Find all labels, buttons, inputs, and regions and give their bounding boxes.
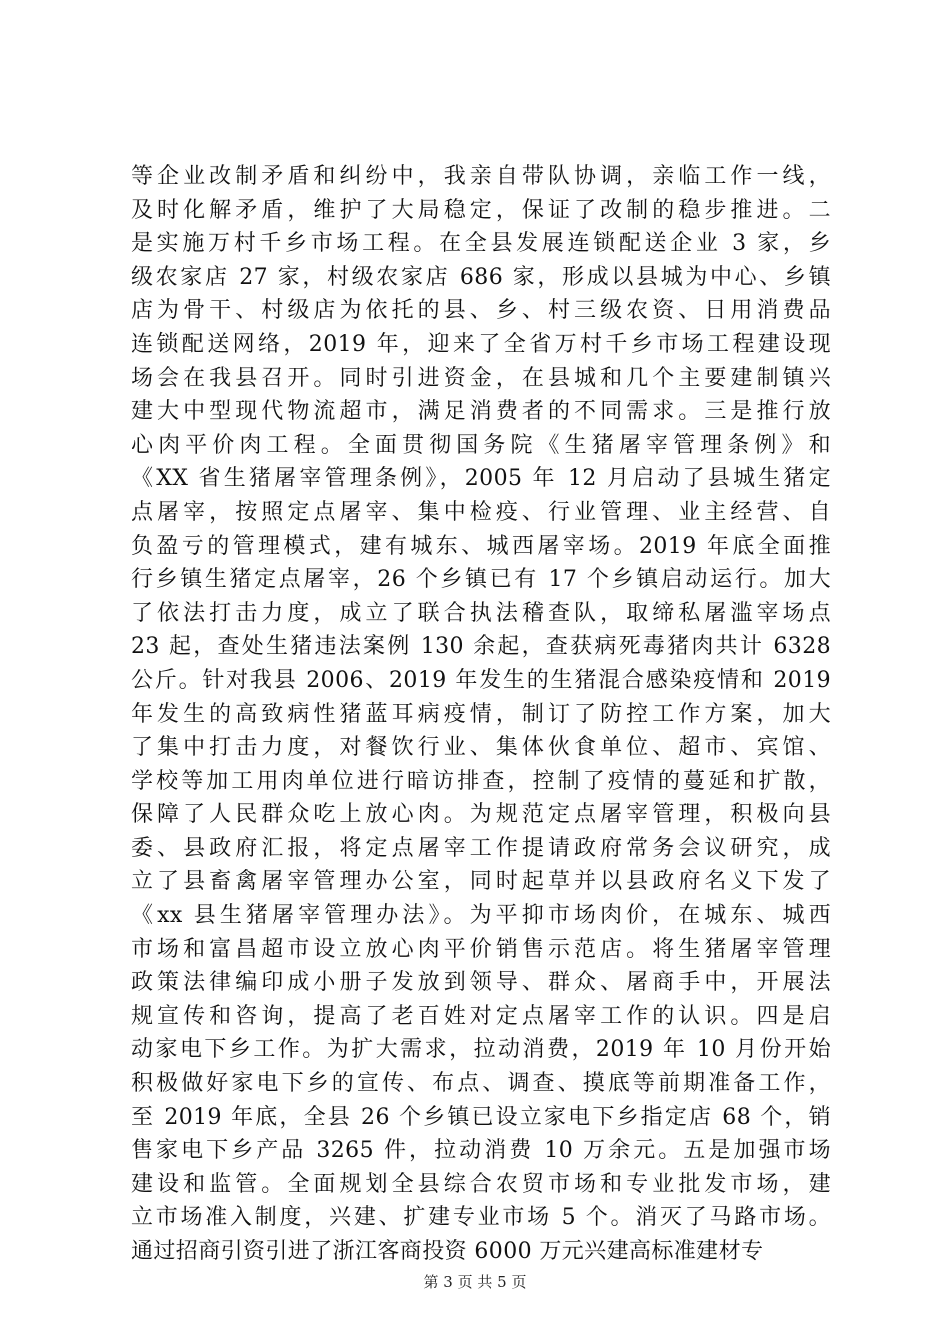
text-line: 通过招商引资引进了浙江客商投资 6000 万元兴建高标准建材专 [131, 1239, 764, 1264]
page-footer [0, 1272, 950, 1292]
body-text [131, 160, 831, 1269]
text-line: 负盈亏的管理模式，建有城东、城西屠宰场。2019 年底全面推 [131, 533, 831, 559]
text-line: 学校等加工用肉单位进行暗访排查，控制了疫情的蔓延和扩散， [131, 768, 831, 794]
text-line: 立市场准入制度，兴建、扩建专业市场 5 个。消灭了马路市场。 [131, 1205, 831, 1231]
text-line: 是实施万村千乡市场工程。在全县发展连锁配送企业 3 家，乡 [131, 231, 831, 257]
text-line: 及时化解矛盾，维护了大局稳定，保证了改制的稳步推进。二 [131, 197, 831, 223]
text-line: 23 起，查处生猪违法案例 130 余起，查获病死毒猪肉共计 6328 [131, 634, 831, 660]
text-line: 规宣传和咨询，提高了老百姓对定点屠宰工作的认识。四是启 [131, 1003, 831, 1029]
text-line: 积极做好家电下乡的宣传、布点、调查、摸底等前期准备工作， [131, 1071, 831, 1097]
text-line: 售家电下乡产品 3265 件，拉动消费 10 万余元。五是加强市场 [131, 1138, 831, 1164]
text-line: 立了县畜禽屠宰管理办公室，同时起草并以县政府名义下发了 [131, 869, 831, 895]
text-line: 公斤。针对我县 2006、2019 年发生的生猪混合感染疫情和 2019 [131, 667, 831, 693]
text-line: 行乡镇生猪定点屠宰，26 个乡镇已有 17 个乡镇启动运行。加大 [131, 567, 831, 593]
text-line: 政策法律编印成小册子发放到领导、群众、屠商手中，开展法 [131, 970, 831, 996]
page-number-indicator: 第 3 页 共 5 页 [423, 1273, 527, 1291]
text-line: 保障了人民群众吃上放心肉。为规范定点屠宰管理，积极向县 [131, 802, 831, 828]
text-line: 《xx 县生猪屠宰管理办法》。为平抑市场肉价，在城东、城西 [131, 903, 831, 929]
text-line: 等企业改制矛盾和纠纷中，我亲自带队协调，亲临工作一线， [131, 164, 831, 189]
text-line: 委、县政府汇报，将定点屠宰工作提请政府常务会议研究，成 [131, 835, 831, 861]
text-line: 年发生的高致病性猪蓝耳病疫情，制订了防控工作方案，加大 [131, 701, 831, 727]
text-line: 场会在我县召开。同时引进资金，在县城和几个主要建制镇兴 [131, 365, 831, 391]
text-line: 连锁配送网络，2019 年，迎来了全省万村千乡市场工程建设现 [131, 331, 831, 357]
text-line: 了集中打击力度，对餐饮行业、集体伙食单位、超市、宾馆、 [131, 735, 831, 761]
text-line: 了依法打击力度，成立了联合执法稽查队，取缔私屠滥宰场点 [131, 600, 831, 626]
text-line: 级农家店 27 家，村级农家店 686 家，形成以县城为中心、乡镇 [131, 264, 831, 290]
text-line: 店为骨干、村级店为依托的县、乡、村三级农资、日用消费品 [131, 298, 831, 324]
text-line: 建设和监管。全面规划全县综合农贸市场和专业批发市场，建 [131, 1171, 831, 1197]
text-line: 市场和富昌超市设立放心肉平价销售示范店。将生猪屠宰管理 [131, 936, 831, 962]
text-line: 建大中型现代物流超市，满足消费者的不同需求。三是推行放 [131, 399, 831, 425]
text-line: 动家电下乡工作。为扩大需求，拉动消费，2019 年 10 月份开始 [131, 1037, 831, 1063]
text-line: 至 2019 年底，全县 26 个乡镇已设立家电下乡指定店 68 个，销 [131, 1104, 831, 1130]
text-line: 点屠宰，按照定点屠宰、集中检疫、行业管理、业主经营、自 [131, 499, 831, 525]
text-line: 《XX 省生猪屠宰管理条例》，2005 年 12 月启动了县城生猪定 [131, 466, 831, 492]
text-line: 心肉平价肉工程。全面贯彻国务院《生猪屠宰管理条例》和 [131, 432, 831, 458]
